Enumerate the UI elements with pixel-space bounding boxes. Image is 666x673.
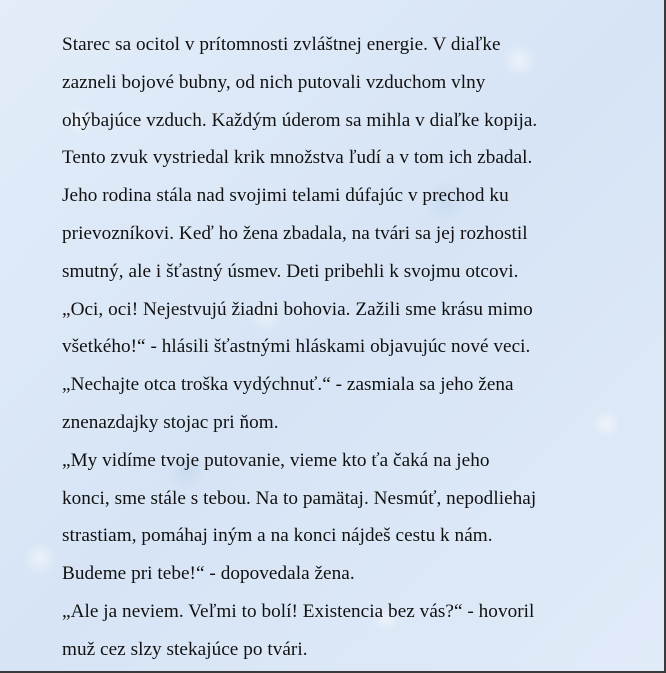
- text-line: Jeho rodina stála nad svojimi telami dúfajúc v prechod ku: [62, 185, 509, 207]
- text-line: Budeme pri tebe!“ - dopovedala žena.: [62, 563, 355, 585]
- text-line: ohýbajúce vzduch. Každým úderom sa mihla v diaľke kopija.: [62, 109, 538, 131]
- text-line: Tento zvuk vystriedal krik množstva ľudí a v tom ich zbadal.: [62, 147, 533, 169]
- text-line: smutný, ale i šťastný úsmev. Deti pribehli k svojmu otcovi.: [62, 260, 519, 282]
- text-line: všetkého!“ - hlásili šťastnými hláskami objavujúc nové veci.: [62, 336, 531, 358]
- text-line: konci, sme stále s tebou. Na to pamätaj. Nesmúť, nepodliehaj: [62, 487, 537, 509]
- text-line: znenazdajky stojac pri ňom.: [62, 411, 279, 433]
- text-line: „My vidíme tvoje putovanie, vieme kto ťa čaká na jeho: [62, 449, 490, 471]
- text-line: Starec sa ocitol v prítomnosti zvláštnej energie. V diaľke: [62, 34, 501, 55]
- text-line: zazneli bojové bubny, od nich putovali vzduchom vlny: [62, 71, 486, 93]
- story-text-block: [62, 26, 662, 669]
- text-line: „Ale ja neviem. Veľmi to bolí! Existencia bez vás?“ - hovoril: [62, 600, 535, 622]
- text-line: „Nechajte otca troška vydýchnuť.“ - zasmiala sa jeho žena: [62, 374, 514, 396]
- text-line: prievozníkovi. Keď ho žena zbadala, na tvári sa jej rozhostil: [62, 222, 528, 244]
- text-line: strastiam, pomáhaj iným a na konci nájdeš cestu k nám.: [62, 525, 493, 547]
- text-line: „Oci, oci! Nejestvujú žiadni bohovia. Zažili sme krásu mimo: [62, 298, 533, 320]
- text-line: muž cez slzy stekajúce po tvári.: [62, 638, 308, 660]
